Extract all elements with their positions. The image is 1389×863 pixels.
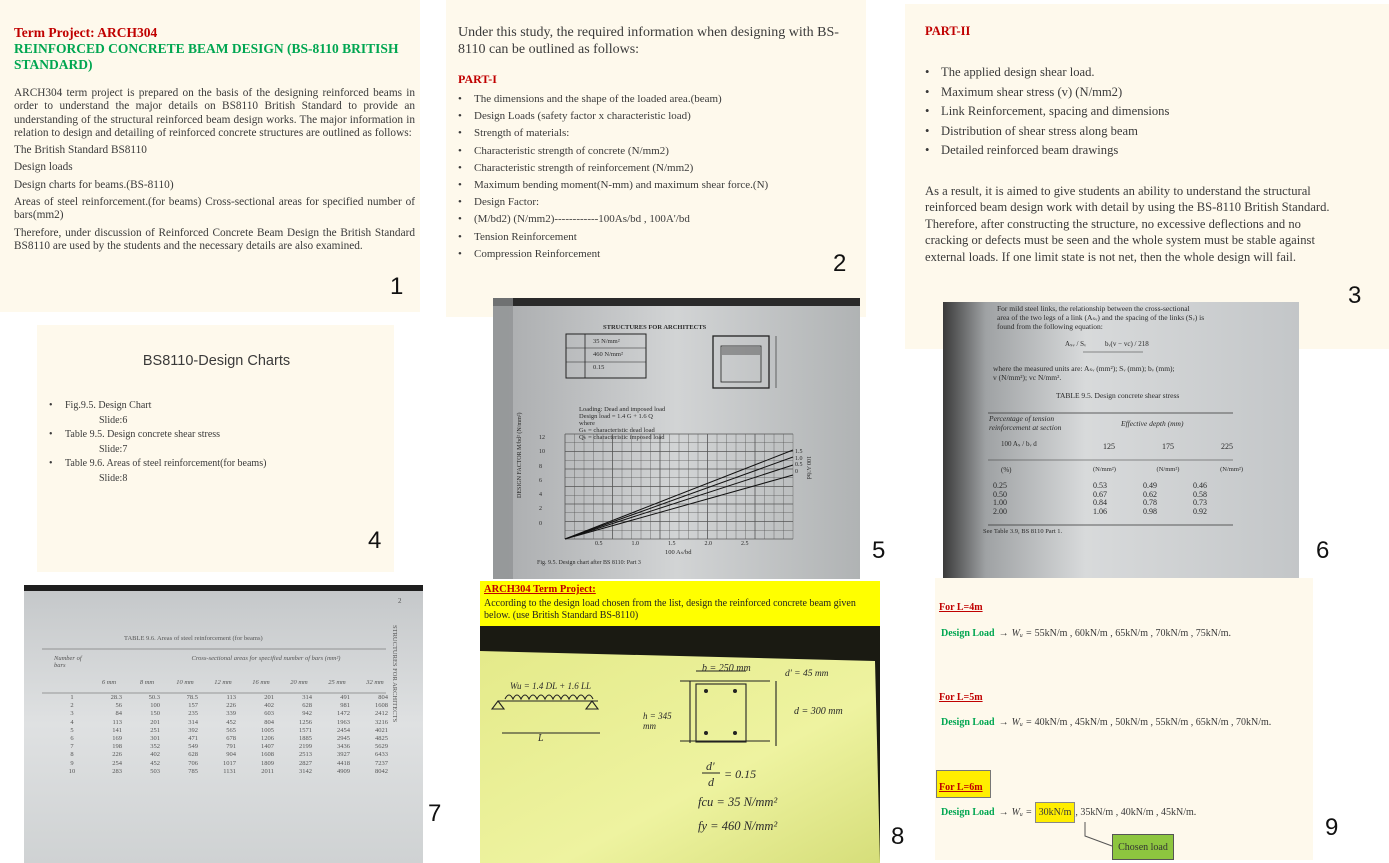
table-cell: 2945 [337, 735, 350, 743]
table-cell: 0.73 [1193, 498, 1207, 508]
list-item: • Link Reinforcement, spacing and dimensions [925, 102, 1369, 122]
table-cell: 5629 [375, 743, 388, 751]
list-item: • Detailed reinforced beam drawings [925, 141, 1369, 161]
table-cell: 0.92 [1193, 506, 1207, 516]
slide-number: 7 [428, 800, 442, 827]
slide-number: 1 [390, 273, 404, 300]
steel-side-label: STRUCTURES FOR ARCHITECTS [391, 625, 398, 723]
unit: (N/mm²) [1156, 466, 1180, 473]
list-item-sub: Slide:6 [99, 414, 128, 426]
table-cell: 5 [70, 726, 74, 734]
table-cell: 0.25 [993, 481, 1007, 490]
chart-y2-label: 100 A'/bd [805, 456, 811, 480]
sketch-ratio-bottom: d [708, 775, 714, 789]
unit: (N/mm²) [1093, 466, 1116, 473]
table-header-row [54, 679, 394, 686]
loading-line: where [579, 420, 595, 427]
list-item [49, 428, 384, 457]
slide-number: 3 [1348, 282, 1362, 309]
list-item: • Tension Reinforcement [458, 229, 856, 246]
sketch-fy: fy = 460 N/mm² [698, 819, 778, 833]
table-cell: 169 [112, 735, 122, 743]
table-cell: 452 [226, 718, 236, 726]
y-tick: 10 [539, 449, 545, 456]
table-row [54, 727, 394, 735]
table-cell: 392 [188, 726, 198, 734]
sketch-fcu: fcu = 35 N/mm² [698, 795, 778, 809]
table-cell: 2827 [299, 759, 312, 767]
table-cell: 791 [226, 743, 236, 751]
table-header-cell: 12 mm [214, 679, 232, 686]
loading-line: Qₖ = characteristic imposed load [579, 434, 665, 441]
callout-connector [935, 578, 1313, 860]
table-cell: 904 [226, 751, 236, 759]
shear-intro-line: area of the two legs of a link (Aₛᵥ) and the spacing of the links (Sᵥ) is [997, 313, 1205, 322]
y-tick: 8 [539, 463, 542, 470]
table-cell: 198 [112, 743, 122, 751]
sketch-b: b = 250 mm [702, 663, 751, 674]
list-item: • Maximum bending moment(N-mm) and maximum shear force.(N) [458, 177, 856, 194]
steel-page-no: 2 [398, 597, 402, 605]
r-tick: 0 [795, 468, 798, 475]
table-cell: 0.46 [1193, 481, 1207, 490]
load-values: 55kN/m , 60kN/m , 65kN/m , 70kN/m , 75kN/m. [1034, 628, 1232, 639]
table-cell: 3927 [337, 751, 350, 759]
table-cell: 6 [70, 735, 74, 743]
slide-1-body [14, 87, 415, 253]
chart-fy: 460 N/mm² [593, 351, 623, 358]
loading-line: Design load = 1.4 G + 1.6 Q [579, 413, 653, 420]
table-cell: 471 [188, 735, 198, 743]
list-item: • (M/bd2) (N/mm2)------------100As/bd , 100A'/bd [458, 211, 856, 228]
chart-x-label: 100 Aₛ/bd [665, 549, 692, 556]
table-cell: 1809 [261, 759, 274, 767]
slide-1-paragraph: Areas of steel reinforcement.(for beams) Cross-sectional areas for specified number of bars(mm2) [14, 196, 415, 222]
chart-loading [579, 406, 665, 441]
slide-3 [905, 4, 1389, 349]
slide-1-paragraph: The British Standard BS8110 [14, 144, 147, 157]
table-cell: 3142 [299, 767, 312, 775]
table-cell: 201 [150, 718, 160, 726]
table-header-cell: 32 mm [366, 679, 384, 686]
load-values: 40kN/m , 45kN/m , 50kN/m , 55kN/m , 65kN/m , 70kN/m. [1034, 717, 1272, 728]
table-cell: 628 [188, 751, 198, 759]
table-cell: 4 [70, 718, 74, 726]
table-cell: 402 [150, 751, 160, 759]
wu-symbol: Wᵤ = [1011, 717, 1033, 728]
list-item: • Distribution of shear stress along beam [925, 122, 1369, 142]
table-cell: 84 [115, 710, 122, 718]
table-cell: 1885 [299, 735, 312, 743]
slide-1 [0, 0, 420, 312]
span-4m-title: For L=4m [939, 602, 983, 613]
list-item: • Strength of materials: [458, 125, 856, 142]
table-row [54, 735, 394, 743]
table-cell: 113 [226, 694, 236, 701]
table-cell: 9 [70, 759, 74, 767]
depth-col: 175 [1162, 442, 1174, 451]
slide-number: 6 [1316, 537, 1330, 564]
sketch-ratio-value: = 0.15 [724, 767, 757, 781]
table-cell: 7237 [375, 759, 388, 767]
slide-4-title: BS8110-Design Charts [142, 353, 291, 369]
loading-line: Loading: Dead and imposed load [579, 406, 666, 413]
sketch-span: L [538, 733, 544, 744]
shear-units [993, 364, 1175, 382]
table-cell: 678 [226, 735, 236, 743]
chart-page-header: STRUCTURES FOR ARCHITECTS [603, 324, 707, 331]
table-cell: 1963 [337, 718, 350, 726]
list-item: • Design Loads (safety factor x characteristic load) [458, 108, 856, 125]
steel-first-col: Number of bars [54, 655, 82, 669]
table-header-cell: 20 mm [290, 679, 308, 686]
table-cell: 1.06 [1093, 506, 1107, 516]
table-cell: 339 [226, 710, 236, 718]
table-cell: 2513 [299, 751, 312, 759]
chart-caption: Fig. 9.5. Design chart after BS 8110: Part 3 [537, 560, 641, 566]
chart-y-ticks [539, 431, 545, 531]
table-cell: 8 [70, 751, 74, 759]
list-item-label: Table 9.6. Areas of steel reinforcement(for beams) [65, 458, 267, 469]
slide-number: 9 [1325, 814, 1339, 841]
slide-8-text: According to the design load chosen from the list, design the reinforced concrete beam given below. (use British Standard BS-8110) [484, 598, 856, 621]
table-cell: 0.84 [1093, 498, 1107, 508]
x-tick: 0.5 [595, 541, 603, 547]
table-cell: 2454 [337, 726, 350, 734]
table-cell: 226 [226, 702, 236, 710]
table-row [54, 751, 394, 759]
table-cell: 251 [150, 726, 160, 734]
steel-table-title: TABLE 9.6. Areas of steel reinforcement (for beams) [124, 635, 263, 642]
r-tick: 0.5 [795, 462, 803, 469]
y-tick: 12 [539, 435, 545, 441]
slide-number: 4 [368, 527, 382, 554]
slide-2 [446, 0, 866, 317]
slide-3-list [925, 63, 1369, 161]
sketch-load: Wu = 1.4 DL + 1.6 LL [510, 681, 591, 691]
y-tick: 4 [539, 492, 542, 499]
table-header-cell: 25 mm [328, 679, 346, 686]
table-cell: 1005 [261, 726, 274, 734]
table-cell: 226 [112, 751, 122, 759]
table-cell: 491 [340, 694, 350, 701]
table-cell: 254 [112, 759, 122, 767]
table-cell: 4418 [337, 759, 350, 767]
chart-x-ticks [595, 541, 749, 547]
table-cell: 804 [378, 694, 388, 701]
list-item: • Characteristic strength of reinforcement (N/mm2) [458, 160, 856, 177]
slide-1-paragraph: Design charts for beams.(BS-8110) [14, 178, 174, 191]
table-cell: 78.5 [186, 694, 198, 701]
load-values: , 35kN/m , 40kN/m , 45kN/m. [1075, 807, 1197, 818]
sketch-dprime: d' = 45 mm [785, 669, 829, 679]
slide-3-paragraph: As a result, it is aimed to give students an ability to understand the structural reinforced beam design work with detail by using the BS-8110 British Standard. Therefore, after constructing the structure, no excessive deflections and no cracking or defects must be seen and the whole system must be stable against external loads. If one limit state is not net, then the whole design will fail. [925, 183, 1330, 264]
shear-units-line: where the measured units are: Aₛᵥ (mm²); Sᵥ (mm); bᵥ (mm); [993, 364, 1175, 373]
slide-8-title: ARCH304 Term Project: [484, 584, 596, 595]
list-item: • Design Factor: [458, 194, 856, 211]
sketch-ratio-top: d' [706, 759, 715, 773]
slide-number: 5 [872, 537, 886, 564]
slide-9 [935, 578, 1313, 860]
table-cell: 0.62 [1143, 489, 1157, 499]
list-item: • Maximum shear stress (v) (N/mm2) [925, 83, 1369, 103]
shear-intro-line: For mild steel links, the relationship between the cross-sectional [997, 304, 1190, 313]
table-cell: 785 [188, 767, 198, 775]
unit: (N/mm²) [1220, 466, 1243, 473]
table-header-cell: 8 mm [139, 679, 155, 686]
list-item [49, 399, 384, 428]
table-cell: 3 [70, 710, 74, 718]
table-row [54, 760, 394, 768]
shear-intro [997, 304, 1204, 331]
shear-units-line: v (N/mm²); vc N/mm². [993, 373, 1062, 382]
x-tick: 2.0 [704, 541, 712, 547]
table-cell: 113 [112, 718, 122, 726]
table-cell: 2412 [375, 710, 388, 718]
shear-depth-cols [1103, 442, 1233, 451]
chart-y-label: DESIGN FACTOR M/bd² (N/mm²) [517, 412, 523, 498]
slide-5-photo [493, 298, 860, 579]
table-cell: 565 [226, 726, 236, 734]
table-cell: 981 [340, 702, 350, 710]
table-cell: 1608 [375, 702, 388, 710]
wu-symbol: Wᵤ = [1011, 807, 1033, 818]
slide-4 [37, 325, 394, 572]
arrow-icon: → [998, 717, 1009, 728]
table-header-cell [54, 679, 90, 686]
table-cell: 7 [70, 743, 74, 751]
table-cell: 157 [188, 702, 198, 710]
table-cell: 8042 [375, 767, 388, 775]
table-cell: 0.98 [1143, 506, 1157, 516]
slide-number: 2 [833, 250, 847, 277]
table-header-cell: 10 mm [176, 679, 194, 686]
slide-2-part-title: PART-I [458, 72, 497, 86]
list-item: • Characteristic strength of concrete (N/mm2) [458, 143, 856, 160]
table-row [54, 702, 394, 710]
table-cell: 2011 [261, 767, 274, 775]
table-cell: 2199 [299, 743, 312, 751]
depth-col: 125 [1103, 442, 1115, 451]
table-cell: 1 [70, 694, 74, 701]
slide-8 [480, 581, 880, 863]
table-cell: 100 [150, 702, 160, 710]
x-tick: 1.5 [668, 541, 676, 547]
table-cell: 603 [264, 710, 274, 718]
table-cell: 201 [264, 694, 274, 701]
table-cell: 0.53 [1093, 481, 1107, 490]
design-load-label: Design Load [941, 807, 995, 818]
slide-1-subtitle: REINFORCED CONCRETE BEAM DESIGN (BS-8110 BRITISH STANDARD) [14, 41, 399, 72]
table-cell: 10 [68, 767, 76, 775]
shear-fraction: 100 Aₛ / bᵥ d [1001, 440, 1037, 448]
slide-6-photo [943, 302, 1299, 578]
table-cell: 150 [150, 710, 160, 718]
shear-header-pct: Percentage of tension reinforcement at section [989, 414, 1062, 432]
arrow-icon: → [998, 807, 1009, 818]
y-tick: 2 [539, 506, 542, 513]
steel-table [54, 679, 394, 776]
table-cell: 1131 [223, 767, 236, 775]
table-cell: 1.00 [993, 498, 1007, 508]
table-cell: 1407 [261, 743, 274, 751]
table-cell: 628 [302, 702, 312, 710]
table-cell: 314 [302, 694, 312, 701]
shear-note: See Table 3.9, BS 8110 Part 1. [983, 528, 1063, 535]
depth-col: 225 [1221, 442, 1233, 451]
list-item: • The dimensions and the shape of the loaded area.(beam) [458, 91, 856, 108]
table-cell: 0.50 [993, 489, 1007, 499]
table-row [54, 710, 394, 718]
slide-1-paragraph: Therefore, under discussion of Reinforced Concrete Beam Design the British Standard BS8110 are used by the students and the necessary details are also examined. [14, 226, 415, 252]
list-item-label: Fig.9.5. Design Chart [65, 400, 152, 411]
steel-col-group: Cross-sectional areas for specified number of bars (mm²) [191, 655, 341, 662]
slide-4-list [49, 399, 384, 486]
x-tick: 1.0 [631, 541, 639, 547]
table-cell: 283 [112, 767, 122, 775]
x-tick: 2.5 [741, 541, 749, 547]
span-6m-title: For L=6m [939, 782, 983, 793]
table-cell: 28.3 [110, 694, 122, 701]
table-row [993, 508, 1243, 517]
table-cell: 1472 [337, 710, 350, 718]
shear-header-depth: Effective depth (mm) [1121, 419, 1184, 428]
arrow-icon: → [998, 628, 1009, 639]
chart-dd: 0.15 [593, 364, 605, 371]
slide-2-list [458, 91, 856, 263]
table-cell: 0.67 [1093, 489, 1107, 499]
table-cell: 4825 [375, 735, 388, 743]
wu-symbol: Wᵤ = [1011, 628, 1033, 639]
y-tick: 0 [539, 520, 542, 527]
shear-table-title: TABLE 9.5. Design concrete shear stress [1056, 391, 1180, 400]
slide-1-paragraph: Design loads [14, 161, 73, 174]
table-cell: 2 [70, 702, 74, 710]
table-row [54, 743, 394, 751]
table-cell: 301 [150, 735, 160, 743]
loading-line: Gₖ = characteristic dead load [579, 427, 655, 434]
slide-1-title: Term Project: ARCH304 [14, 25, 158, 40]
table-cell: 141 [112, 726, 122, 734]
chosen-load-callout: Chosen load [1112, 834, 1174, 860]
list-item: • Compression Reinforcement [458, 246, 856, 263]
r-tick: 1.5 [795, 449, 803, 455]
table-cell: 1256 [299, 718, 312, 726]
list-item-sub: Slide:8 [99, 472, 128, 484]
shear-vc-units [1093, 466, 1243, 473]
table-cell: 549 [188, 743, 198, 751]
table-row [54, 719, 394, 727]
table-cell: 804 [264, 718, 274, 726]
slide-2-intro: Under this study, the required information when designing with BS-8110 can be outlined as follows: [458, 25, 839, 57]
slide-number: 8 [891, 823, 905, 850]
y-tick: 6 [539, 477, 542, 484]
shear-intro-line: found from the following equation: [997, 322, 1103, 331]
list-item: • The applied design shear load. [925, 63, 1369, 83]
slide-3-part-title: PART-II [925, 24, 971, 38]
slide-7-photo [24, 585, 423, 863]
table-cell: 1206 [261, 735, 274, 743]
table-cell: 0.49 [1143, 481, 1157, 490]
table-cell: 0.58 [1193, 489, 1207, 499]
table-cell: 503 [150, 767, 160, 775]
table-cell: 0.78 [1143, 498, 1157, 508]
table-cell: 706 [188, 759, 198, 767]
table-row [54, 694, 394, 702]
shear-eq-left: Aₛᵥ / Sᵥ [1065, 340, 1087, 348]
chosen-load-value: 30kN/m [1035, 802, 1076, 823]
shear-pct-unit: (%) [1001, 466, 1012, 474]
table-cell: 56 [115, 702, 122, 710]
table-cell: 352 [150, 743, 160, 751]
table-cell: 50.3 [148, 694, 160, 701]
shear-eq-right: bᵥ(v − vc) / 218 [1105, 340, 1149, 348]
design-chart-photo [493, 298, 860, 579]
table-cell: 3436 [337, 743, 350, 751]
design-load-label: Design Load [941, 628, 995, 639]
table-row [54, 768, 394, 776]
span-5m-title: For L=5m [939, 692, 983, 703]
table-cell: 942 [302, 710, 312, 718]
design-load-label: Design Load [941, 717, 995, 728]
chart-fcu: 35 N/mm² [593, 338, 620, 345]
table-cell: 4021 [375, 726, 388, 734]
table-header-cell: 16 mm [252, 679, 270, 686]
sketch-d: d = 300 mm [794, 706, 843, 717]
table-cell: 452 [150, 759, 160, 767]
table-cell: 2.00 [993, 506, 1007, 516]
table-cell: 1571 [299, 726, 312, 734]
table-cell: 1608 [261, 751, 274, 759]
list-item [49, 457, 384, 486]
table-cell: 314 [188, 718, 198, 726]
list-item-sub: Slide:7 [99, 443, 128, 455]
table-cell: 4909 [337, 767, 350, 775]
r-tick: 1.0 [795, 455, 803, 462]
table-cell: 402 [264, 702, 274, 710]
shear-rows [993, 482, 1243, 516]
chart-right-ticks [795, 449, 803, 475]
sketch-h: h = 345 mm [643, 711, 672, 731]
table-cell: 1017 [223, 759, 236, 767]
list-item-label: Table 9.5. Design concrete shear stress [65, 429, 221, 440]
table-cell: 6433 [375, 751, 388, 759]
table-cell: 3216 [375, 718, 388, 726]
slide-1-paragraph: ARCH304 term project is prepared on the basis of the designing reinforced beams in order to understand the major details on BS8110 British Standard to provide an understanding of the structural reinforced beam design works. The major information in relation to design and detailing of reinforced concrete structures are outlined as follows: [14, 87, 415, 139]
table-cell: 235 [188, 710, 198, 718]
table-header-cell: 6 mm [101, 679, 117, 686]
